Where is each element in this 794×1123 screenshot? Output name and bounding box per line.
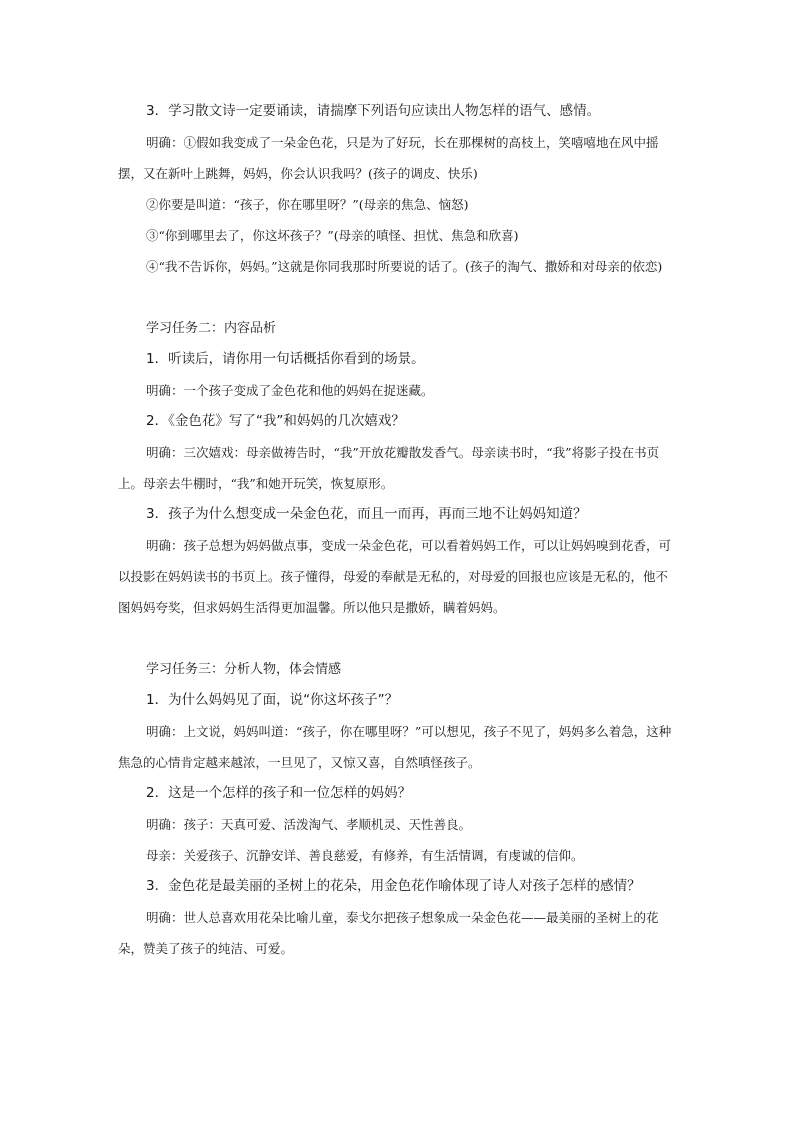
task1-question-3: 3．学习散文诗一定要诵读，请揣摩下列语句应读出人物怎样的语气、感情。 — [146, 103, 601, 119]
task2-answer-2: 明确：三次嬉戏：母亲做祷告时，“我”开放花瓣散发香气。母亲读书时，“我”将影子投在书页上。母亲去牛棚时，“我”和她开玩笑，恢复原形。 — [118, 445, 660, 491]
task2-answer-3: 明确：孩子总想为妈妈做点事，变成一朵金色花，可以看着妈妈工作，可以让妈妈嗅到花香，可以投影在妈妈读书的书页上。孩子懂得，母爱的奉献是无私的，对母爱的回报也应该是无私的，他不图妈妈夸奖，但求妈妈生活得更加温馨。所以他只是撒娇，瞒着妈妈。 — [118, 538, 672, 615]
task2-question-1: 1．听读后，请你用一句话概括你看到的场景。 — [146, 351, 425, 367]
task1-answer-3-1: 明确：①假如我变成了一朵金色花，只是为了好玩，长在那棵树的高枝上，笑嘻嘻地在风中摇摆，又在新叶上跳舞，妈妈，你会认识我吗？(孩子的调皮、快乐) — [118, 135, 659, 181]
task2-question-2: 2．《金色花》写了“我”和妈妈的几次嬉戏？ — [146, 413, 405, 429]
task1-answer-3-3: ③“你到哪里去了，你这坏孩子？”(母亲的嗔怪、担忧、焦急和欣喜) — [146, 228, 519, 243]
task3-question-1: 1．为什么妈妈见了面，说“你这坏孩子”？ — [146, 692, 399, 708]
task3-title: 学习任务三：分析人物，体会情感 — [146, 662, 342, 677]
task2-title: 学习任务二：内容品析 — [146, 321, 277, 336]
task3-answer-2-mother: 母亲：关爱孩子、沉静安详、善良慈爱，有修养，有生活情调，有虔诚的信仰。 — [146, 848, 584, 863]
task2-answer-1: 明确：一个孩子变成了金色花和他的妈妈在捉迷藏。 — [146, 383, 434, 398]
task1-answer-3-2: ②你要是叫道：“孩子，你在哪里呀？”(母亲的焦急、恼怒) — [146, 197, 469, 212]
section-gap — [118, 623, 678, 654]
task1-answer-3-4: ④“我不告诉你，妈妈。”这就是你同我那时所要说的话了。(孩子的淘气、撒娇和对母亲的依恋) — [146, 259, 663, 274]
task3-question-3: 3．金色花是最美丽的圣树上的花朵，用金色花作喻体现了诗人对孩子怎样的感情？ — [146, 878, 641, 894]
task2-question-3: 3．孩子为什么想变成一朵金色花，而且一而再，再而三地不让妈妈知道？ — [146, 506, 587, 522]
task3-answer-2-child: 明确：孩子：天真可爱、活泼淘气、孝顺机灵、天性善良。 — [146, 817, 472, 832]
section-gap — [118, 282, 678, 313]
task3-answer-3: 明确：世人总喜欢用花朵比喻儿童，泰戈尔把孩子想象成一朵金色花——最美丽的圣树上的花朵，赞美了孩子的纯洁、可爱。 — [118, 910, 659, 956]
document-page — [118, 96, 678, 964]
task3-answer-1: 明确：上文说，妈妈叫道：“孩子，你在哪里呀？”可以想见，孩子不见了，妈妈多么着急，这种焦急的心情肯定越来越浓，一旦见了，又惊又喜，自然嗔怪孩子。 — [118, 724, 672, 770]
task3-question-2: 2．这是一个怎样的孩子和一位怎样的妈妈？ — [146, 785, 412, 801]
